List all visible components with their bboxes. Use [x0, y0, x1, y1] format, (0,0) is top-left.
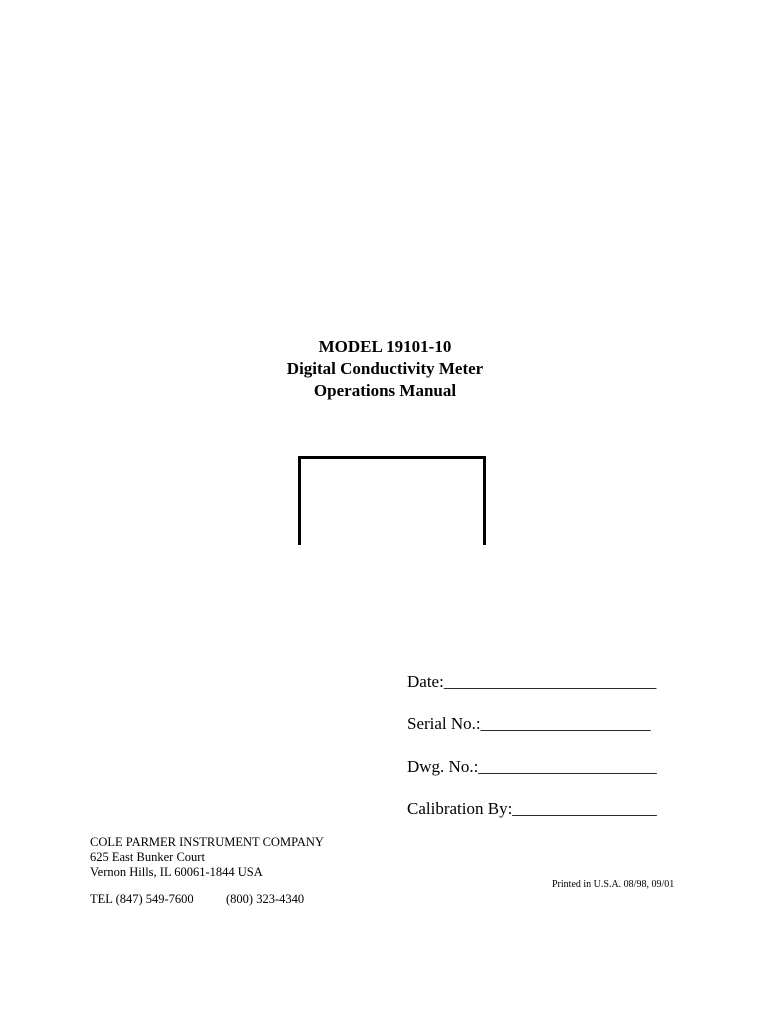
calibration-by-field: Calibration By:_________________	[407, 799, 657, 818]
phone-primary: TEL (847) 549-7600	[90, 892, 194, 906]
company-name: COLE PARMER INSTRUMENT COMPANY	[90, 835, 324, 849]
printed-notice: Printed in U.S.A. 08/98, 09/01	[552, 879, 675, 890]
company-address	[90, 835, 324, 907]
company-phone	[90, 892, 324, 907]
label-frame	[298, 456, 486, 545]
drawing-number-field: Dwg. No.:_____________________	[407, 757, 657, 776]
company-street: 625 East Bunker Court	[90, 850, 205, 864]
serial-number-field: Serial No.:____________________	[407, 714, 651, 733]
product-name: Digital Conductivity Meter	[286, 359, 484, 378]
phone-tollfree: (800) 323-4340	[226, 892, 305, 906]
model-number: MODEL 19101-10	[318, 337, 452, 356]
document-title: Operations Manual	[313, 381, 457, 400]
title-block	[185, 336, 585, 402]
date-field: Date:_________________________	[407, 672, 657, 691]
company-city: Vernon Hills, IL 60061-1844 USA	[90, 865, 263, 879]
